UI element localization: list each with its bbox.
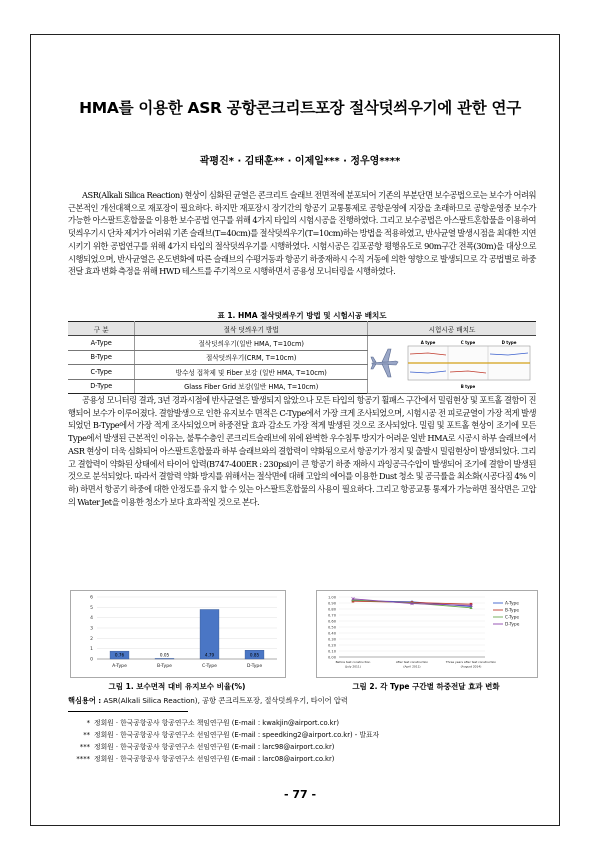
legend-label: C-Type xyxy=(505,615,520,621)
legend-label: B-Type xyxy=(505,608,519,614)
figure-1-caption: 그림 1. 보수면적 대비 유지보수 비율(%) xyxy=(108,682,246,691)
x-tick-label: C-Type xyxy=(202,664,217,669)
footnote-2 xyxy=(68,730,538,741)
footnote-mark: * xyxy=(86,719,90,727)
footnote-rule xyxy=(68,711,188,712)
x-tick-label: D-Type xyxy=(246,664,263,669)
layout-label-a: A type xyxy=(420,340,436,346)
keywords-text: ASR(Alkali Silica Reaction), 공항 콘크리트포장, 절삭덧씌우기, 타이어 압력 xyxy=(103,696,348,705)
table-cell-method: Glass Fiber Grid 보강(일반 HMA, T=10cm) xyxy=(135,379,368,393)
footnote-mark: *** xyxy=(79,743,90,751)
table-cell-type: C-Type xyxy=(68,365,135,379)
abstract-text-2: 공용성 모니터링 결과, 3년 경과시점에 반사균열은 발생되지 않았으나 모든 타입의 항공기 휠패스 구간에서 밀림현상 및 포트홀 결함이 진행되어 보수가 이루어졌다. 결함발생으로 인한 유지보수 면적은 C-Type에서 가장 크게 조사되었으며, 시험시공 전 피로균열이 가장 적게 발생되었던 B-Type에서 가장 적게 조사되었으며 하중전달 효과 감소도 가장 적게 발생된 것으로 조사되었다. 밀림 및 포트홀 현상이 조기에 모든 Type에서 발생된 근본적인 이유는, 불투수층인 콘크리트슬래브에 위에 완벽한 우수침투 방지가 어려운 일반 HMA로 시공시 하부 슬래브에서 ASR 현상이 더욱 심화되어 아스팔트혼합물과 하부 슬래브와의 결합력이 약화됨으로서 항공기가 정지 및 출발시 밀림현상이 발생되었다. 그리고 결합력이 약화된 상태에서 타이어 압력(B747-400ER : 230psi)이 큰 항공기 하중 재하시 과잉공극수압이 발생되어 조기에 결함이 발생된 것으로 분석되었다. 따라서 결함력 약화 방지를 위해서는 절삭면에 대해 고압의 에어를 이용한 Dust 청소 및 공극률을 최소화(시공다짐 4% 이하) 하면서 항공기 하중에 대한 안정도를 유지 할 수 있는 아스팔트혼합물의 사용이 필요하다. 그리고 항공교통 통제가 가능하면 절삭면은 고압의 Water Jet을 이용한 청소가 보다 효과적일 것으로 본다. xyxy=(68,395,536,507)
y-tick-label: 0.10 xyxy=(327,649,336,654)
x-tick-label: B-Type xyxy=(157,664,172,669)
keywords-label: 핵심용어 : xyxy=(68,696,102,705)
x-tick-label-sub: (July 2011) xyxy=(345,664,361,669)
y-tick-label: 5 xyxy=(90,605,93,611)
data-label: 4.79 xyxy=(204,652,215,658)
author-list: 곽평진* · 김태훈** · 이제일*** · 정우영**** xyxy=(199,156,401,167)
page-number: - 77 - xyxy=(283,788,317,801)
y-tick-label: 0.50 xyxy=(327,625,336,630)
airport-layout-diagram xyxy=(368,337,536,390)
figure-1-bar-chart xyxy=(70,590,286,678)
x-tick-label: Before test construction xyxy=(335,660,371,664)
y-tick-label: 6 xyxy=(90,595,93,601)
footnote-1 xyxy=(68,718,538,729)
data-label: 0.76 xyxy=(114,652,125,658)
table-cell-type: B-Type xyxy=(68,350,135,364)
y-tick-label: 1.00 xyxy=(327,595,336,600)
table-header-layout: 시험시공 배치도 xyxy=(368,322,537,336)
legend-label: D-Type xyxy=(505,622,520,628)
table-caption: 표 1. HMA 절삭덧씌우기 방법 및 시험시공 배치도 xyxy=(217,311,387,320)
abstract-paragraph-1 xyxy=(68,189,536,278)
y-tick-label: 2 xyxy=(90,636,93,642)
table-cell-method: 방수성 접착제 및 Fiber 보강 (일반 HMA, T=10cm) xyxy=(135,365,368,379)
table-cell-method: 절삭덧씌우기(일반 HMA, T=10cm) xyxy=(135,336,368,350)
layout-label-b: B type xyxy=(460,384,476,390)
y-tick-label: 0.30 xyxy=(327,637,336,642)
figure-2-line-chart xyxy=(316,590,538,678)
layout-diagram-cell xyxy=(368,336,537,394)
footnote-mark: **** xyxy=(76,755,90,763)
figure-2-caption: 그림 2. 각 Type 구간별 하중전달 효과 변화 xyxy=(352,682,500,691)
y-tick-label: 0 xyxy=(90,657,93,663)
y-tick-label: 0.40 xyxy=(327,631,336,636)
data-label: 0.85 xyxy=(249,652,260,658)
paper-title: HMA를 이용한 ASR 공항콘크리트포장 절삭덧씌우기에 관한 연구 xyxy=(79,99,521,117)
y-tick-label: 0.20 xyxy=(327,643,336,648)
data-label: 0.05 xyxy=(159,652,170,658)
layout-label-c: C type xyxy=(460,340,476,346)
footnote-mark: ** xyxy=(83,731,90,739)
y-tick-label: 4 xyxy=(90,616,93,622)
abstract-paragraph-2 xyxy=(68,394,536,508)
x-tick-label: A-Type xyxy=(112,664,127,669)
x-tick-label-sub: (August 2014) xyxy=(460,664,482,669)
legend-label: A-Type xyxy=(505,601,519,607)
figures-row xyxy=(68,590,536,676)
y-tick-label: 3 xyxy=(90,626,93,632)
table-row xyxy=(68,336,536,350)
abstract-text-1: ASR(Alkali Silica Reaction) 현상이 심화된 균열은 콘크리트 슬래브 전면적에 분포되어 기존의 부분단면 보수공법으로는 보수가 어려워 근본적인 개선대책으로 재포장이 필요하다. 하지만 재포장시 장기간의 항공기 교통통제로 공항운영에 지장을 초래하므로 공항운영중 보수가 가능한 아스팔트혼합물을 이용한 보수공법 연구를 위해 4가지 타입의 시험시공을 진행하였다. 그리고 보수공법은 아스팔트혼합물을 이용하여 덧씌우기시 단차 제거가 어려워 기존 슬래브(T=40cm)를 절삭덧씌우기(T=10cm)하는 방법을 적용하였고, 반사균열 발생시점을 최대한 지연시키기 위한 공법연구를 위해 4가지 타입의 절삭덧씌우기를 시행하였다. 시험시공은 김포공항 평행유도로 90m구간 전폭(30m)을 대상으로 시행되었으며, 반사균열은 온도변화에 따른 슬래브의 수평거동과 항공기 하중재하시 수직 거동에 의한 영향으로 발생되므로 각 공법별로 하중전달 효과 변화 측정을 위해 HWD 테스트를 주기적으로 시행하면서 공용성 모니터링을 시행하였다. xyxy=(68,190,536,277)
footnote-text: 정회원 · 한국공항공사 항공연구소 선임연구원 (E-mail : larc98@airport.co.kr) xyxy=(94,743,335,751)
footnote-text: 정회원 · 한국공항공사 항공연구소 선임연구원 (E-mail : larc08@airport.co.kr) xyxy=(94,755,335,763)
method-table xyxy=(68,321,536,394)
footnote-3 xyxy=(68,742,538,753)
footnote-text: 정회원 · 한국공항공사 항공연구소 선임연구원 (E-mail : speedking2@airport.co.kr) - 발표자 xyxy=(94,731,380,739)
layout-label-d: D type xyxy=(501,340,517,346)
footnote-text: 정회원 · 한국공항공사 항공연구소 책임연구원 (E-mail : kwakjin@airport.co.kr) xyxy=(94,719,340,727)
x-tick-label-sub: (April 2011) xyxy=(403,664,421,669)
x-tick-label: Three years after test construction xyxy=(445,660,497,664)
table-header-method: 절삭 덧씌우기 방법 xyxy=(135,322,368,336)
airplane-icon xyxy=(371,349,398,377)
line-chart-svg xyxy=(317,591,537,677)
table-cell-type: A-Type xyxy=(68,336,135,350)
y-tick-label: 0.60 xyxy=(327,619,336,624)
bar-chart-svg xyxy=(71,591,285,677)
y-tick-label: 0.00 xyxy=(327,655,336,660)
table-cell-method: 절삭덧씌우기(CRM, T=10cm) xyxy=(135,350,368,364)
table-cell-type: D-Type xyxy=(68,379,135,393)
bar-b-type xyxy=(155,658,174,659)
y-tick-label: 0.90 xyxy=(327,601,336,606)
table-header-type: 구 분 xyxy=(68,322,135,336)
y-tick-label: 0.70 xyxy=(327,613,336,618)
y-tick-label: 1 xyxy=(90,647,93,653)
x-tick-label: After test construction xyxy=(395,660,429,664)
y-tick-label: 0.80 xyxy=(327,607,336,612)
keywords xyxy=(68,696,548,706)
footnote-4 xyxy=(68,754,538,765)
